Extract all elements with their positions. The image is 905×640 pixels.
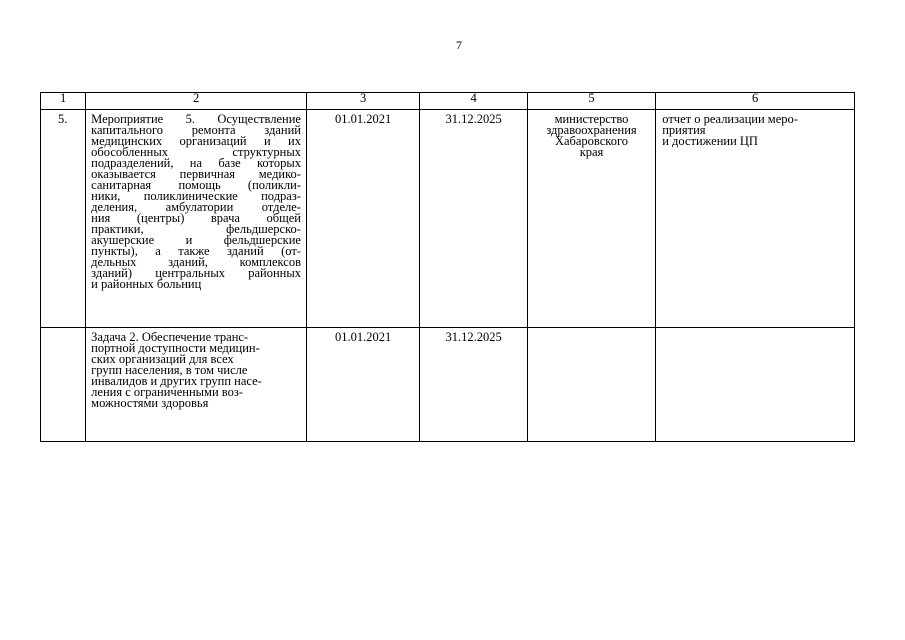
column-number-1: 1 [41,93,86,110]
column-number-4: 4 [420,93,527,110]
description-line: обособленных структурных [91,145,301,159]
result-line: и достижении ЦП [662,134,758,148]
description-line: инвалидов и других групп насе- [91,374,262,388]
start-date: 01.01.2021 [306,110,419,328]
description-line: ники, поликлинические подраз- [91,189,301,203]
description-line: ления с ограниченными воз- [91,385,243,399]
description-line: и районных больниц [91,277,202,291]
executor-line: Хабаровского [554,134,629,148]
column-number-3: 3 [306,93,419,110]
description-line: подразделений, на базе которых [91,156,301,170]
column-number-row [41,93,855,110]
column-number-5: 5 [527,93,655,110]
executor-line: края [579,145,604,159]
row-number [41,328,86,442]
description-line: деления, амбулатории отделе- [91,200,301,214]
expected-result [656,328,855,442]
description-line: акушерские и фельдшерские [91,233,301,247]
column-number-2: 2 [86,93,307,110]
start-date: 01.01.2021 [306,328,419,442]
end-date: 31.12.2025 [420,328,527,442]
executor [527,110,655,328]
expected-result [656,110,855,328]
description-line: дельных зданий, комплексов [91,255,301,269]
executor-line: министерство [554,112,629,126]
description-line: пункты), а также зданий (от- [91,244,301,258]
result-line: отчет о реализации меро- [662,112,798,126]
page-number: 7 [456,38,462,52]
description-line: Задача 2. Обеспечение транс- [91,330,249,344]
description-line: практики, фельдшерско- [91,222,301,236]
column-number-6: 6 [656,93,855,110]
description-line: оказывается первичная медико- [91,167,301,181]
table-row [41,110,855,328]
executor-line: здравоохранения [546,123,637,137]
row-number: 5. [41,110,86,328]
description-line: ния (центры) врача общей [91,211,301,225]
task-description [86,328,307,442]
description-line: зданий) центральных районных [91,266,301,280]
executor [527,328,655,442]
program-activities-table [40,92,855,442]
description-line: Мероприятие 5. Осуществление [91,112,301,126]
description-line: санитарная помощь (поликли- [91,178,301,192]
description-line: групп населения, в том числе [91,363,248,377]
description-line: можностями здоровья [91,396,209,410]
end-date: 31.12.2025 [420,110,527,328]
description-line: портной доступности медицин- [91,341,260,355]
description-line: ских организаций для всех [91,352,234,366]
description-line: медицинских организаций и их [91,134,301,148]
description-line: капитального ремонта зданий [91,123,301,137]
result-line: приятия [662,123,706,137]
table-row [41,328,855,442]
activity-description [86,110,307,328]
